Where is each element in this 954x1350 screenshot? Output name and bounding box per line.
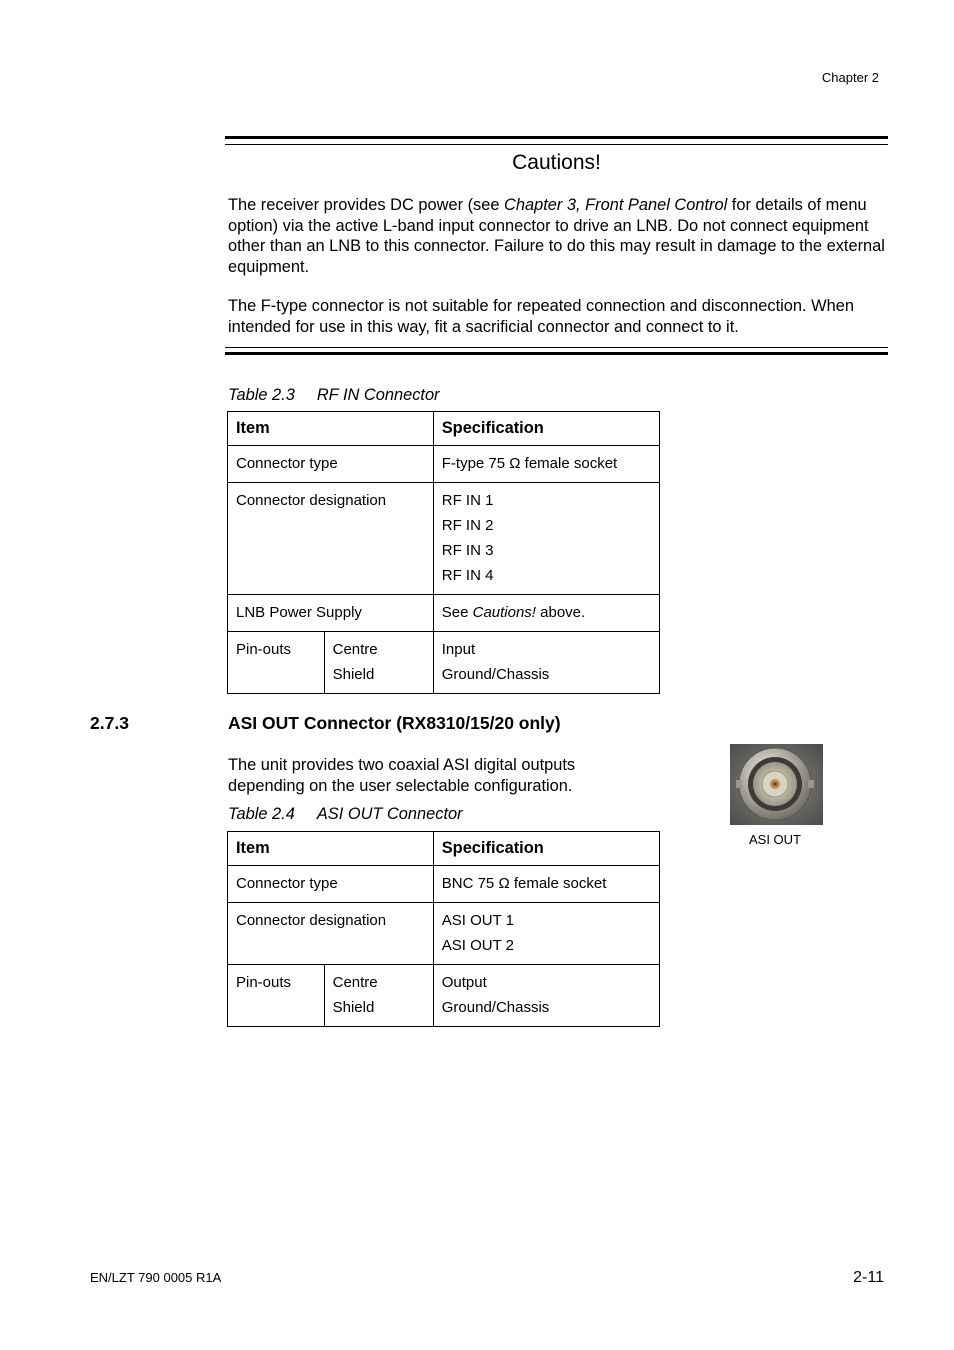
cell-connector-type-label: Connector type (228, 866, 434, 903)
lnb-value-reference: Cautions! (472, 604, 536, 621)
table-row (228, 866, 660, 903)
running-header-chapter: Chapter 2 (821, 70, 879, 85)
designation-value: RF IN 1 (441, 492, 494, 509)
designation-value: ASI OUT 2 (441, 937, 514, 954)
table-row (228, 965, 660, 1027)
table-header-row (228, 412, 660, 446)
footer-page-number: 2-11 (853, 1269, 884, 1286)
section-title: ASI OUT Connector (RX8310/15/20 only) (228, 713, 561, 733)
cell-connector-type-value: BNC 75 Ω female socket (433, 866, 659, 903)
cell-connector-type-label: Connector type (228, 446, 434, 483)
caution-bottom-rule-thin (225, 347, 888, 348)
table-2-3-caption (228, 386, 440, 405)
designation-value: ASI OUT 1 (441, 912, 514, 929)
pin-name: Shield (332, 999, 375, 1016)
pin-name: Centre (332, 641, 378, 658)
caution-top-rule-thick (225, 136, 888, 139)
lnb-value-pre: See (441, 604, 473, 621)
pin-spec: Output (441, 974, 487, 991)
pin-spec: Ground/Chassis (441, 999, 550, 1016)
caution-paragraph-1 (228, 195, 888, 277)
table-row (228, 483, 660, 595)
table-2-4-caption (228, 805, 463, 824)
pin-name: Centre (332, 974, 378, 991)
header-specification: Specification (433, 412, 659, 446)
cell-pinouts-label: Pin-outs (228, 965, 325, 1027)
designation-value: RF IN 3 (441, 542, 494, 559)
cell-lnb-value (433, 595, 659, 632)
table-row (228, 632, 660, 694)
table-2-4-caption-number: Table 2.4 (228, 805, 295, 823)
table-row (228, 595, 660, 632)
table-2-3-caption-title: RF IN Connector (316, 386, 440, 404)
table-row (228, 903, 660, 965)
table-rf-in-connector (227, 411, 660, 694)
cell-designation-values (433, 903, 659, 965)
header-item: Item (228, 832, 434, 866)
header-item: Item (228, 412, 434, 446)
caution-paragraph-2: The F-type connector is not suitable for repeated connection and disconnection. When intended for use in this way, fit a sacrificial connector and connect to it. (228, 297, 854, 336)
cell-connector-type-value: F-type 75 Ω female socket (433, 446, 659, 483)
caution-p1-reference: Chapter 3, Front Panel Control (504, 196, 728, 214)
cell-pinouts-specs (433, 965, 659, 1027)
cell-designation-values (433, 483, 659, 595)
cell-designation-label: Connector designation (228, 483, 434, 595)
cell-pinouts-label: Pin-outs (228, 632, 325, 694)
table-row (228, 446, 660, 483)
lnb-value-post: above. (535, 604, 586, 621)
asi-out-connector-photo (730, 744, 823, 825)
pin-spec: Ground/Chassis (441, 666, 550, 683)
header-specification: Specification (433, 832, 659, 866)
table-2-4-caption-title: ASI OUT Connector (316, 805, 463, 823)
designation-value: RF IN 2 (441, 517, 494, 534)
table-header-row (228, 832, 660, 866)
section-number: 2.7.3 (90, 713, 129, 733)
caution-top-rule-thin (225, 144, 888, 145)
cell-pinouts-specs (433, 632, 659, 694)
designation-value: RF IN 4 (441, 567, 494, 584)
footer-document-id: EN/LZT 790 0005 R1A (90, 1270, 222, 1285)
cell-designation-label: Connector designation (228, 903, 434, 965)
caution-bottom-rule-thick (225, 352, 888, 355)
cell-pinouts-pins (324, 965, 433, 1027)
cell-pinouts-pins (324, 632, 433, 694)
caution-p1-pre: The receiver provides DC power (see (228, 196, 505, 214)
bnc-connector-icon (730, 744, 823, 825)
section-intro: The unit provides two coaxial ASI digital outputs depending on the user selectable configuration. (228, 756, 576, 795)
pin-spec: Input (441, 641, 476, 658)
caution-p1-post: for details of menu option) via the active L-band input connector to drive an LNB. Do not connect equipment other than an LNB to this connector. Failure to do this may result in damage to the external equipment. (228, 196, 885, 276)
pin-name: Shield (332, 666, 375, 683)
photo-caption: ASI OUT (748, 832, 801, 847)
table-asi-out-connector (227, 831, 660, 1027)
cell-lnb-label: LNB Power Supply (228, 595, 434, 632)
caution-title: Cautions! (512, 151, 601, 174)
table-2-3-caption-number: Table 2.3 (228, 386, 295, 404)
